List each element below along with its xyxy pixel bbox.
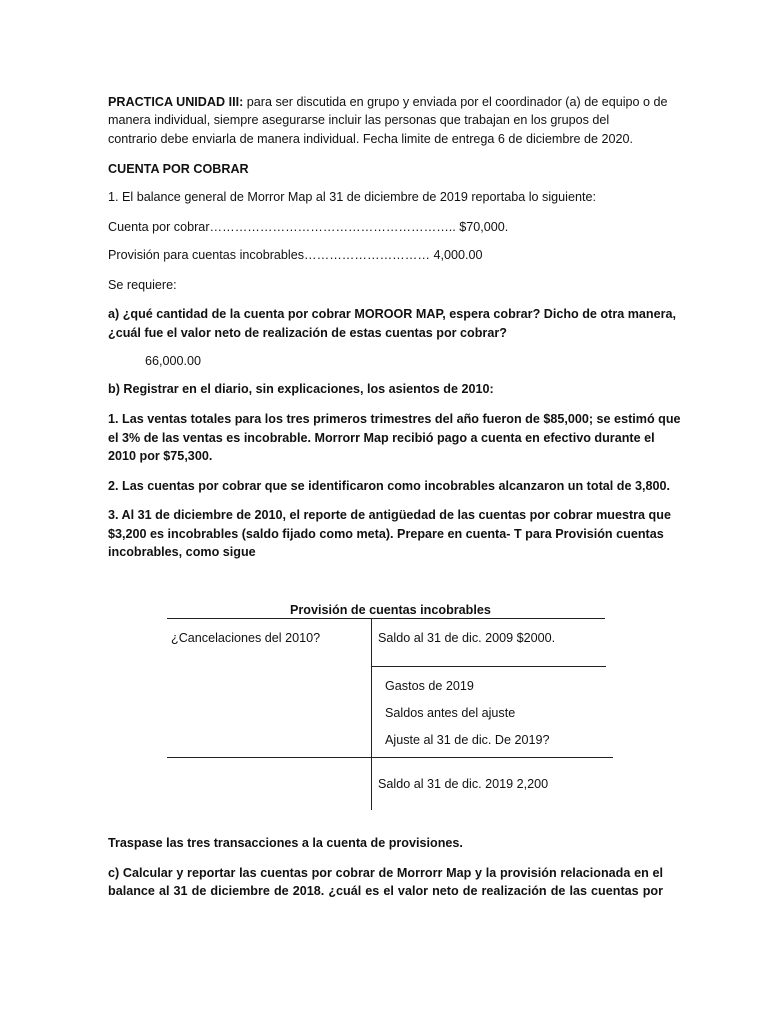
transfer-note: Traspase las tres transacciones a la cuenta de provisiones.: [108, 836, 463, 850]
part-c-line-1: c) Calcular y reportar las cuentas por cobrar de Morrorr Map y la provisión relacionada en el: [108, 866, 663, 880]
t-account-title: Provisión de cuentas incobrables: [290, 603, 491, 617]
right-entry-closing-balance: Saldo al 31 de dic. 2019 2,200: [378, 777, 549, 791]
part-b-item2: 2. Las cuentas por cobrar que se identificaron como incobrables alcanzaron un total de 3,800.: [108, 479, 670, 493]
part-b-item1-line-3: 2010 por $75,300.: [108, 449, 213, 463]
part-b-item1-line-1: 1. Las ventas totales para los tres primeros trimestres del año fueron de $85,000; se estimó que: [108, 412, 681, 426]
part-a-line-2: ¿cuál fue el valor neto de realización de estas cuentas por cobrar?: [108, 326, 507, 340]
practice-title: PRACTICA UNIDAD III:: [108, 95, 244, 109]
t-account-center-rule: [371, 618, 372, 810]
t-account-lower-rule: [167, 757, 613, 758]
receivable-row: Cuenta por cobrar………………………………………………….. $70,000.: [108, 220, 509, 234]
part-b-item1-line-2: el 3% de las ventas es incobrable. Morrorr Map recibió pago a cuenta en efectivo durante el: [108, 431, 655, 445]
section-heading: CUENTA POR COBRAR: [108, 162, 249, 176]
t-account-right-rule-upper: [371, 666, 606, 667]
left-entry-cancellations: ¿Cancelaciones del 2010?: [171, 631, 321, 645]
intro-line-3: contrario debe enviarla de manera individual. Fecha limite de entrega 6 de diciembre de 2020.: [108, 132, 634, 146]
part-b-item3-line-2: $3,200 es incobrables (saldo fijado como meta). Prepare en cuenta- T para Provisión cuentas: [108, 527, 664, 541]
part-b-item3-line-1: 3. Al 31 de diciembre de 2010, el reporte de antigüedad de las cuentas por cobrar muestra que: [108, 508, 671, 522]
t-account-top-rule: [167, 618, 605, 619]
part-a-line-1: a) ¿qué cantidad de la cuenta por cobrar MOROOR MAP, espera cobrar? Dicho de otra manera,: [108, 307, 677, 321]
part-b-heading: b) Registrar en el diario, sin explicaciones, los asientos de 2010:: [108, 382, 494, 396]
right-entry-expense: Gastos de 2019: [385, 679, 474, 693]
part-b-item3-line-3: incobrables, como sigue: [108, 545, 256, 559]
right-entry-opening-balance: Saldo al 31 de dic. 2009 $2000.: [378, 631, 556, 645]
intro-line-2: manera individual, siempre asegurarse incluir las personas que trabajan en los grupos del: [108, 113, 610, 127]
part-c-line-2: balance al 31 de diciembre de 2018. ¿cuál es el valor neto de realización de las cuentas por: [108, 884, 663, 898]
part-a-answer: 66,000.00: [145, 354, 202, 368]
problem-statement: 1. El balance general de Morror Map al 31 de diciembre de 2019 reportaba lo siguiente:: [108, 190, 596, 204]
provision-row: Provisión para cuentas incobrables………………………… 4,000.00: [108, 248, 483, 262]
right-entry-adjust: Ajuste al 31 de dic. De 2019?: [385, 733, 550, 747]
required-label: Se requiere:: [108, 278, 177, 292]
intro-line-1: PRACTICA UNIDAD III: para ser discutida en grupo y enviada por el coordinador (a) de equipo o de: [108, 95, 668, 109]
right-entry-before-adjust: Saldos antes del ajuste: [385, 706, 516, 720]
